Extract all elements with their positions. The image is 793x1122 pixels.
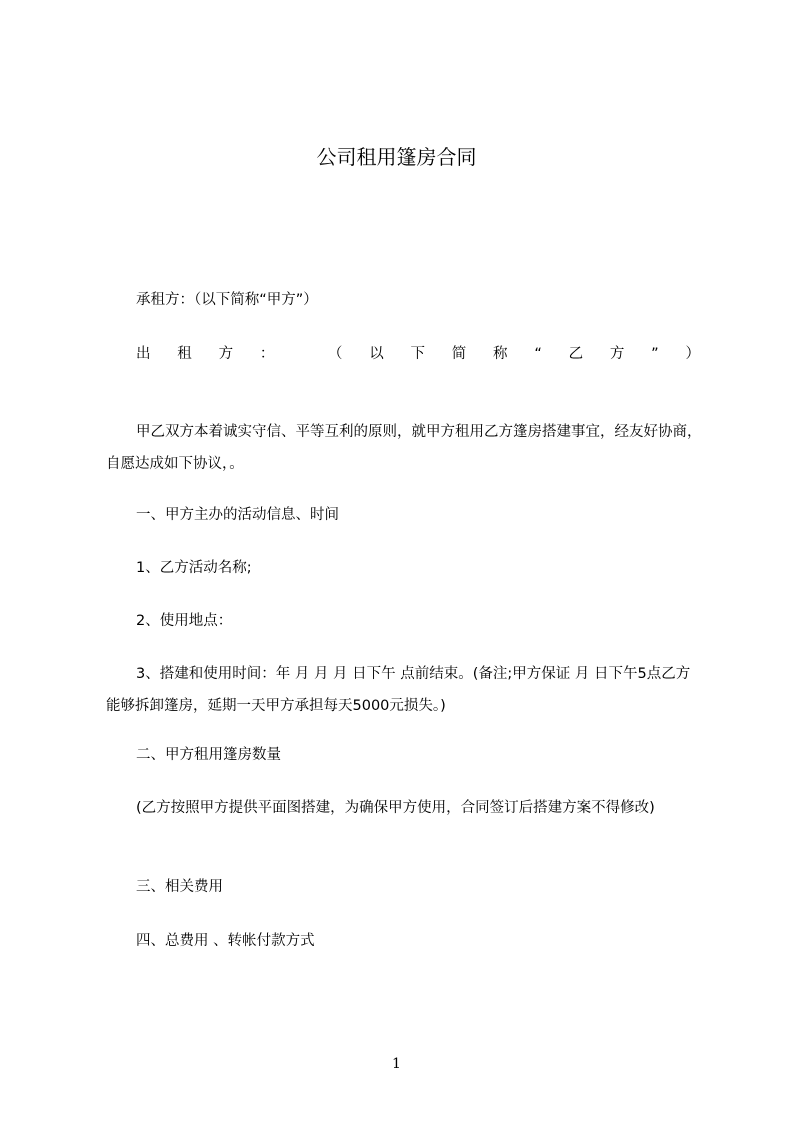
page-number: 1 [392,1056,401,1072]
lessor-char: （ [327,346,343,362]
document-title: 公司租用篷房合同 [316,145,477,169]
section3-heading: 三、相关费用 [136,879,223,895]
lessor-char: 租 [177,346,192,362]
lessor-char: 方 [609,346,625,362]
lessor-char: ） [685,346,700,362]
lessor-char: 称 [493,346,508,362]
lessor-char: 简 [451,346,467,362]
section4-heading: 四、总费用 、转帐付款方式 [136,933,315,949]
lessor-line [106,344,700,364]
lessor-char: ： [259,346,275,362]
section1-heading: 一、甲方主办的活动信息、时间 [136,507,339,523]
section2-heading: 二、甲方租用篷房数量 [136,747,281,763]
lessor-char: “ [534,346,542,362]
lessor-char: 以 [369,346,384,362]
lessor-char: ” [651,346,659,362]
lessee-line: 承租方：（以下简称“甲方”） [136,292,318,308]
lessor-char: 下 [410,346,425,362]
item2-location: 2、使用地点： [136,613,233,629]
item1-activity-name: 1、乙方活动名称; [136,560,252,576]
lessor-char: 方 [218,346,234,362]
lessor-char: 乙 [568,346,584,362]
item3-schedule: 3、搭建和使用时间：年 月 月 月 日下午 点前结束。(备注;甲方保证 月 日下午5点乙方能够拆卸篷房，延期一天甲方承担每天5000元损失。) [106,666,691,714]
lessor-char: 出 [136,346,151,362]
section2-note: (乙方按照甲方提供平面图搭建，为确保甲方使用，合同签订后搭建方案不得修改) [136,800,655,816]
intro-paragraph: 甲乙双方本着诚实守信、平等互利的原则，就甲方租用乙方篷房搭建事宜，经友好协商，自愿达成如下协议，。 [106,424,702,472]
